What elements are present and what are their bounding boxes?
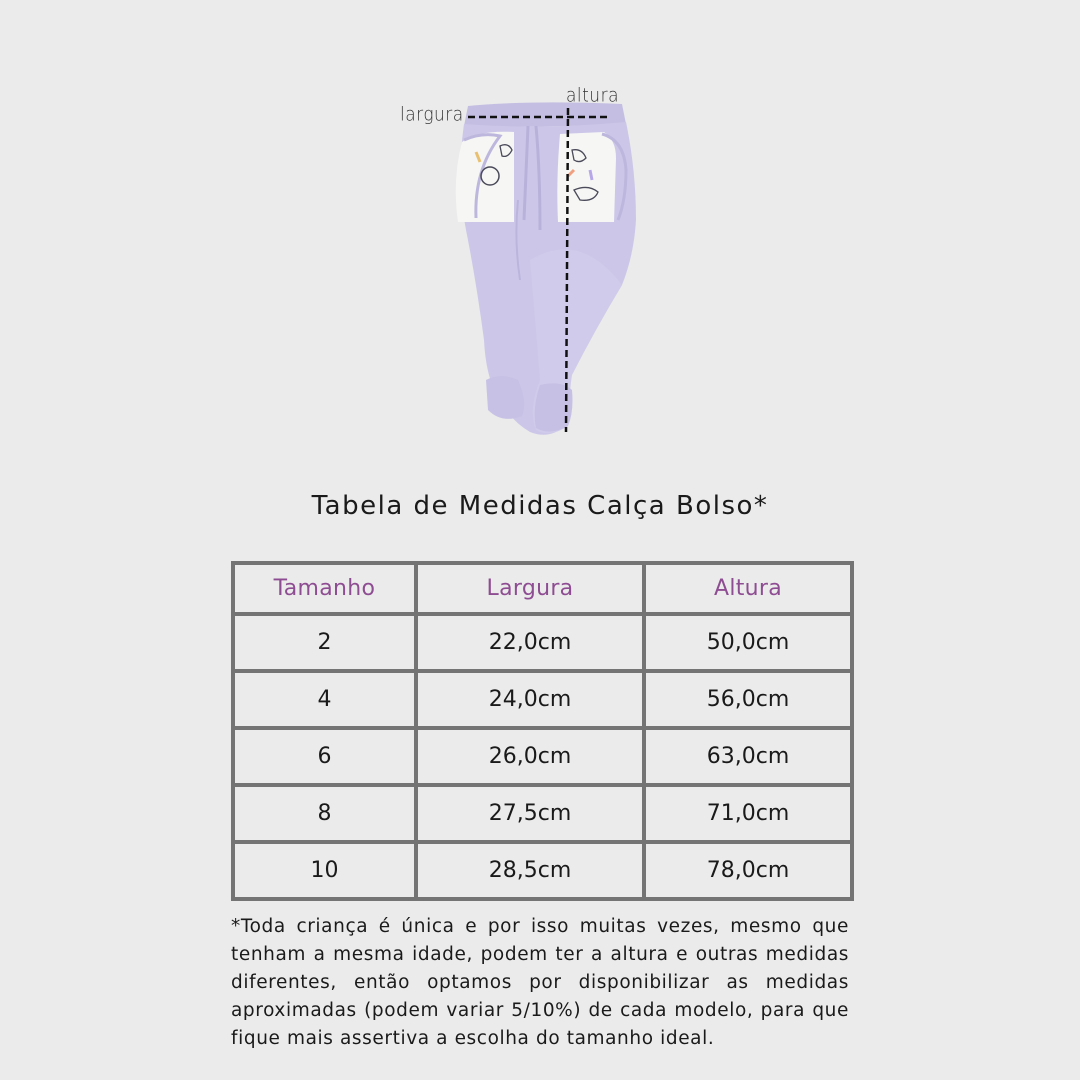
table-row: [233, 842, 852, 899]
cell-height: 71,0cm: [644, 785, 852, 842]
cell-size: 4: [233, 671, 416, 728]
cell-size: 6: [233, 728, 416, 785]
header-size: Tamanho: [233, 563, 416, 614]
table-row: [233, 785, 852, 842]
cell-width: 27,5cm: [416, 785, 644, 842]
header-width: Largura: [416, 563, 644, 614]
table-row: [233, 614, 852, 671]
header-height: Altura: [644, 563, 852, 614]
width-measure-label: largura: [400, 104, 464, 126]
cell-width: 22,0cm: [416, 614, 644, 671]
cell-height: 63,0cm: [644, 728, 852, 785]
cell-height: 50,0cm: [644, 614, 852, 671]
cell-size: 10: [233, 842, 416, 899]
height-measure-label: altura: [566, 85, 619, 107]
size-chart-table: [231, 561, 854, 901]
cell-width: 24,0cm: [416, 671, 644, 728]
page-title: Tabela de Medidas Calça Bolso*: [311, 491, 769, 521]
pants-illustration: [390, 80, 690, 450]
footnote-disclaimer: *Toda criança é única e por isso muitas vezes, mesmo que tenham a mesma idade, podem ter a altura e outras medidas diferentes, então optamos por disponibilizar as medidas aproximadas (podem variar 5/10%) de cada modelo, para que fique mais assertiva a escolha do tamanho ideal.: [231, 916, 849, 1049]
cell-size: 8: [233, 785, 416, 842]
cell-width: 28,5cm: [416, 842, 644, 899]
cell-height: 56,0cm: [644, 671, 852, 728]
table-row: [233, 728, 852, 785]
table-row: [233, 671, 852, 728]
pants-measurement-figure: [390, 80, 690, 450]
cell-height: 78,0cm: [644, 842, 852, 899]
cell-size: 2: [233, 614, 416, 671]
table-header-row: [233, 563, 852, 614]
cell-width: 26,0cm: [416, 728, 644, 785]
